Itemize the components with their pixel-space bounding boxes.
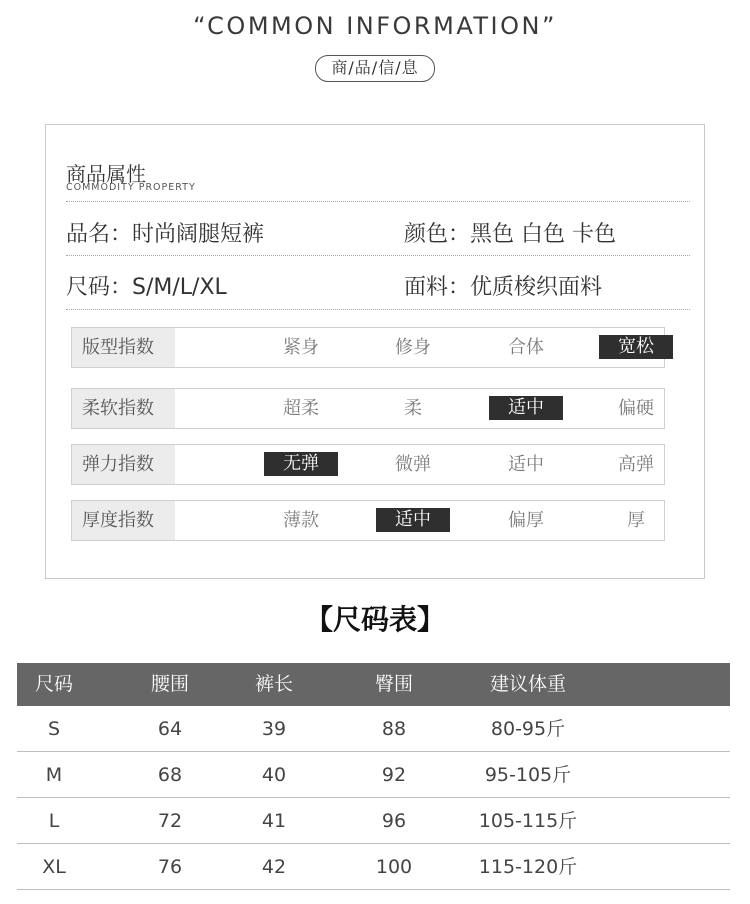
size-chart-title: 【尺码表】 xyxy=(304,603,445,636)
product-name: 品名：时尚阔腿短裤 xyxy=(66,222,265,247)
table-cell: 68 xyxy=(157,764,183,786)
table-cell: 105-115斤 xyxy=(478,810,578,832)
table-cell: 100 xyxy=(375,856,413,878)
size-chart-header-cell: 尺码 xyxy=(34,673,73,695)
size-chart-header-cell: 腰围 xyxy=(150,673,189,695)
index-option-selected: 适中 xyxy=(489,389,563,428)
size-chart-header xyxy=(17,663,730,706)
index-row xyxy=(71,327,665,368)
index-option: 薄款 xyxy=(283,510,319,531)
product-colors: 颜色：黑色 白色 卡色 xyxy=(404,222,616,247)
section-title: “COMMON INFORMATION” xyxy=(193,12,557,40)
section-subtitle: 商/品/信/息 xyxy=(315,55,435,82)
product-fabric: 面料：优质梭织面料 xyxy=(404,275,603,300)
table-cell: 115-120斤 xyxy=(478,856,578,878)
commodity-property-panel xyxy=(45,124,705,579)
index-label: 厚度指数 xyxy=(72,501,175,540)
index-option: 修身 xyxy=(395,337,431,358)
product-sizes: 尺码：S/M/L/XL xyxy=(66,275,227,300)
index-option: 微弹 xyxy=(395,454,431,475)
index-label: 柔软指数 xyxy=(72,389,175,428)
index-row xyxy=(71,444,665,485)
divider xyxy=(66,255,690,256)
table-cell: 42 xyxy=(261,856,287,878)
property-title-en: COMMODITY PROPERTY xyxy=(66,182,196,193)
index-option: 合体 xyxy=(508,337,544,358)
index-label: 版型指数 xyxy=(72,328,175,367)
index-option-selected: 适中 xyxy=(376,501,450,540)
divider xyxy=(66,201,690,202)
table-cell: 39 xyxy=(261,718,287,740)
index-row xyxy=(71,500,665,541)
table-cell: 64 xyxy=(157,718,183,740)
index-label: 弹力指数 xyxy=(72,445,175,484)
index-option: 偏硬 xyxy=(618,398,654,419)
divider xyxy=(66,309,690,310)
table-row xyxy=(17,844,730,890)
size-chart-header-cell: 臀围 xyxy=(374,673,413,695)
property-title: 商品属性 xyxy=(66,162,146,186)
table-cell: 40 xyxy=(261,764,287,786)
table-row xyxy=(17,752,730,798)
table-cell: 88 xyxy=(381,718,407,740)
index-option: 柔 xyxy=(404,398,422,419)
size-chart-header-cell: 建议体重 xyxy=(489,673,566,695)
table-cell: 95-105斤 xyxy=(484,764,572,786)
index-option: 厚 xyxy=(627,510,645,531)
table-cell: 76 xyxy=(157,856,183,878)
size-chart-header-cell: 裤长 xyxy=(254,673,293,695)
table-row xyxy=(17,706,730,752)
index-option: 超柔 xyxy=(283,398,319,419)
table-cell: 80-95斤 xyxy=(490,718,566,740)
index-option-selected: 无弹 xyxy=(264,445,338,484)
index-row xyxy=(71,388,665,429)
index-option: 偏厚 xyxy=(508,510,544,531)
table-row xyxy=(17,798,730,844)
index-option-selected: 宽松 xyxy=(599,328,673,367)
index-option: 紧身 xyxy=(283,337,319,358)
table-cell: L xyxy=(48,810,60,832)
index-option: 高弹 xyxy=(618,454,654,475)
index-option: 适中 xyxy=(508,454,544,475)
table-cell: S xyxy=(47,718,61,740)
table-cell: 96 xyxy=(381,810,407,832)
table-cell: M xyxy=(45,764,63,786)
table-cell: 92 xyxy=(381,764,407,786)
table-cell: XL xyxy=(42,856,66,878)
table-cell: 41 xyxy=(261,810,287,832)
table-cell: 72 xyxy=(157,810,183,832)
